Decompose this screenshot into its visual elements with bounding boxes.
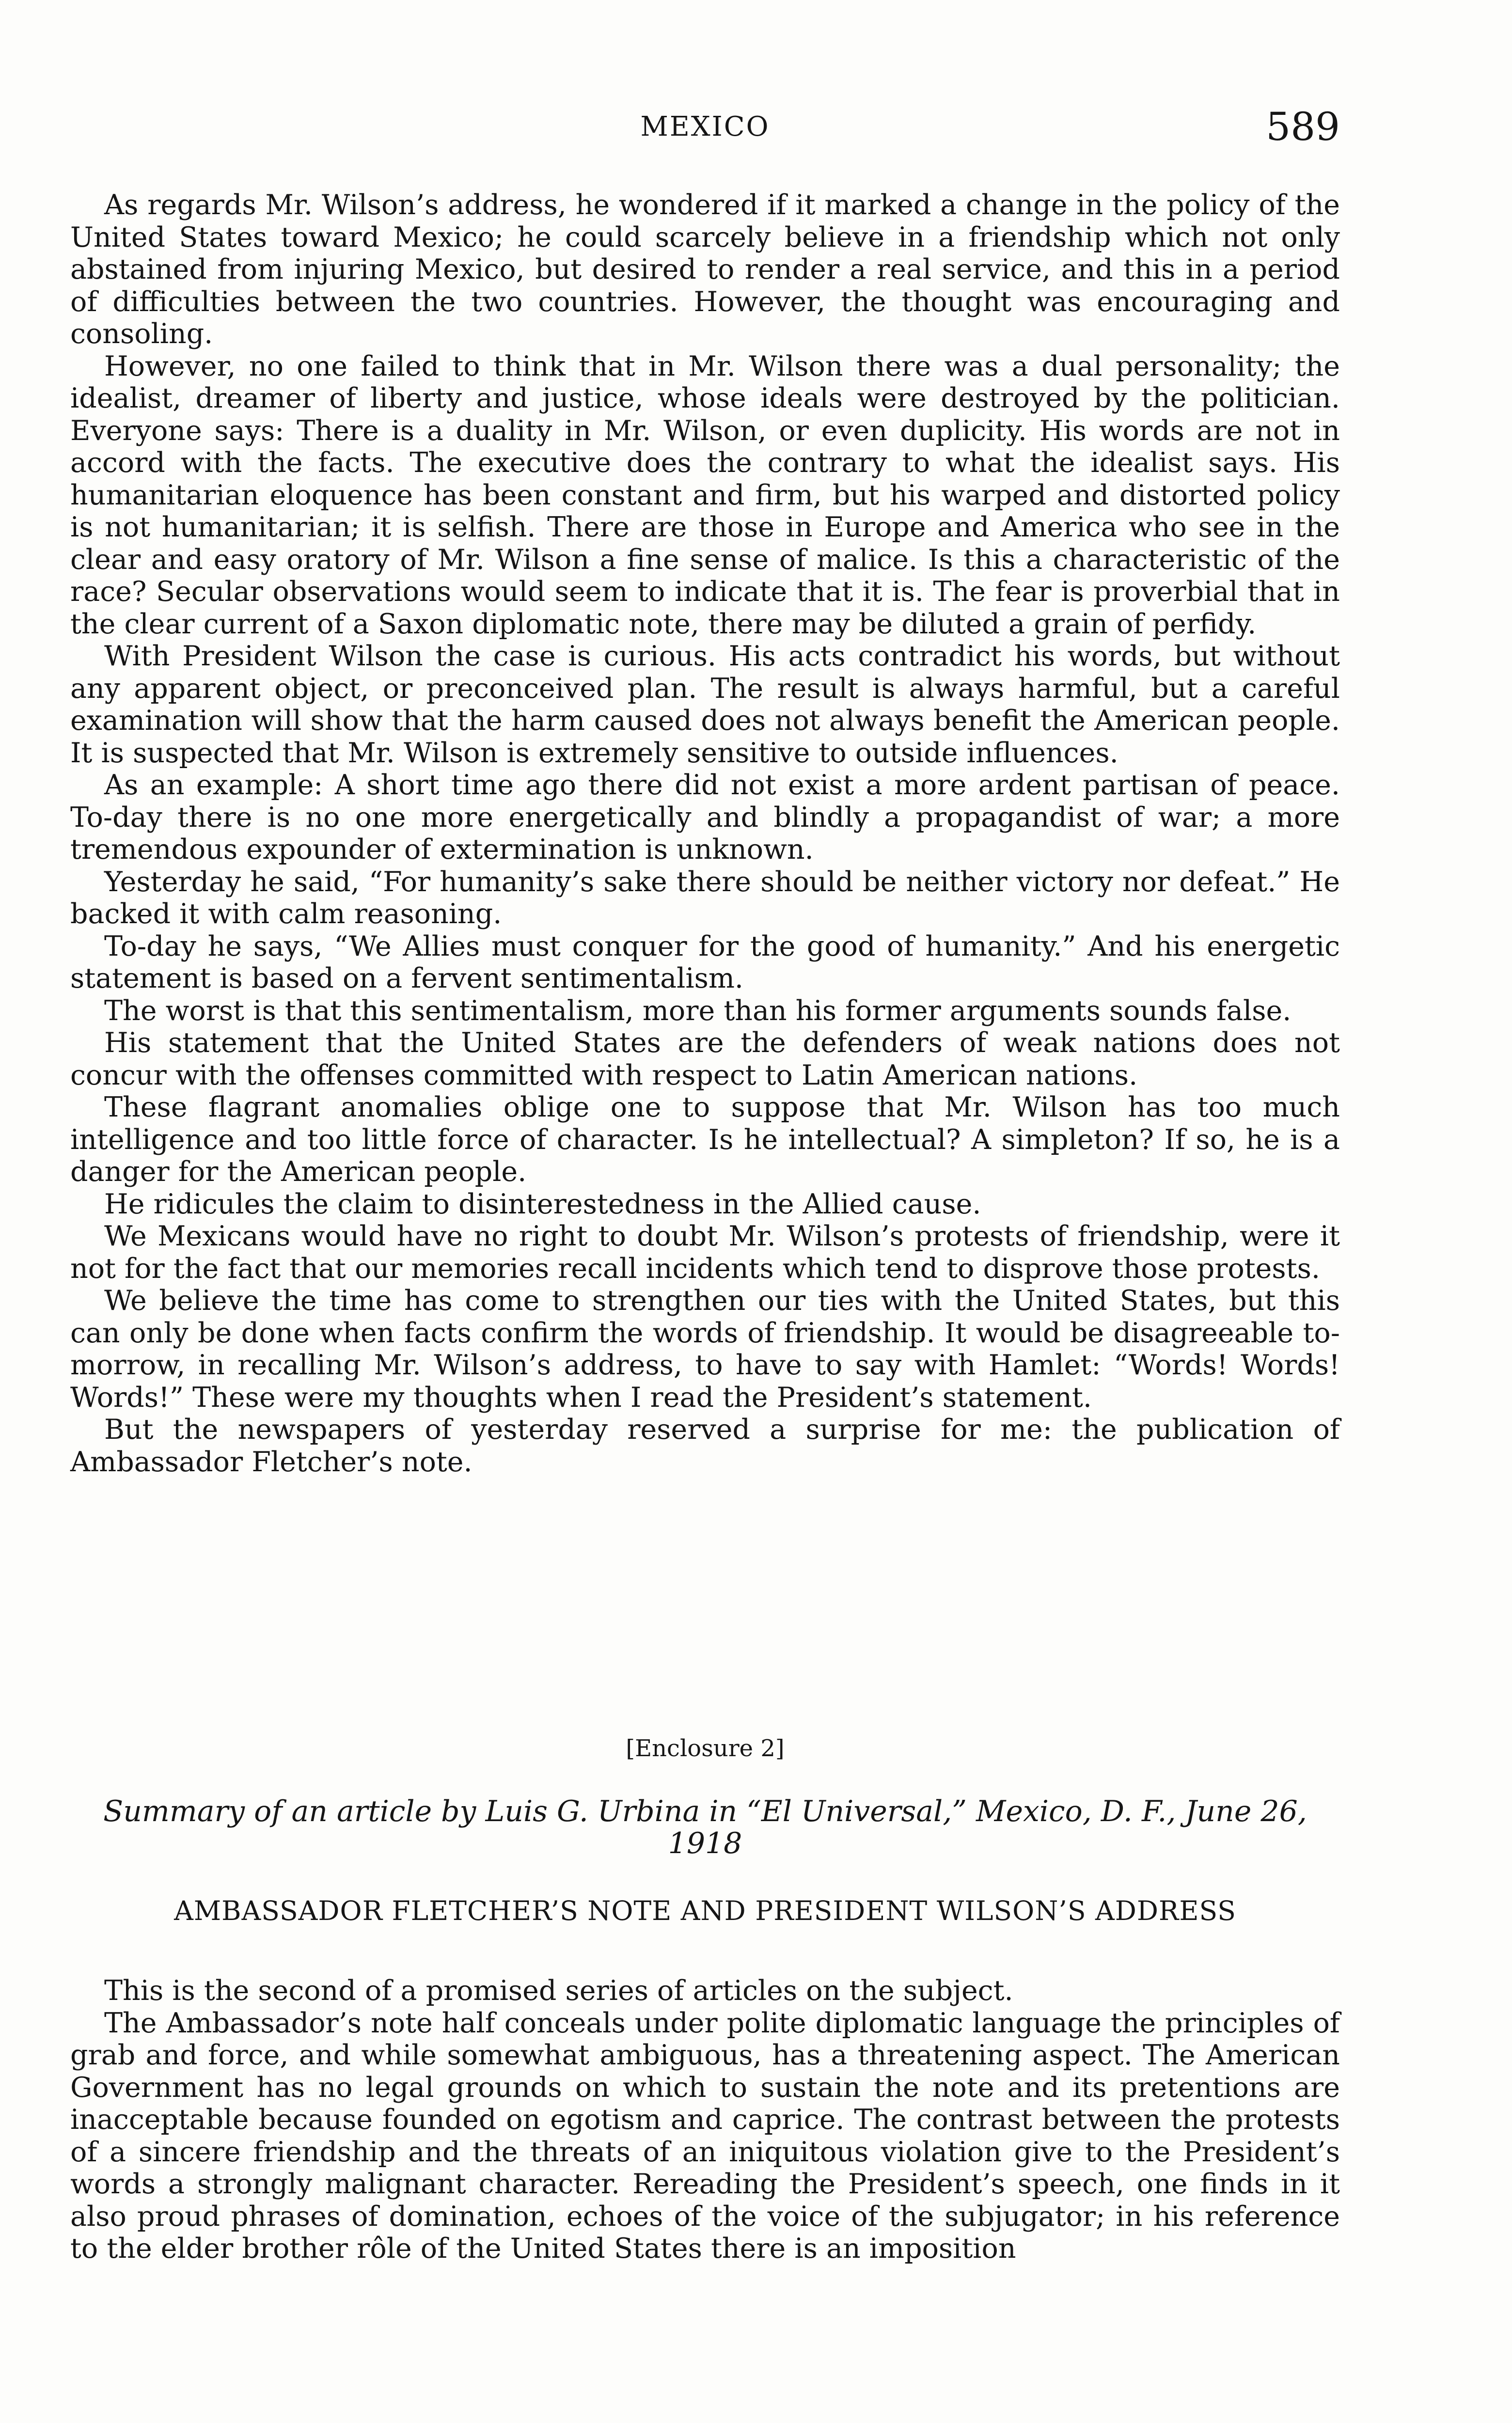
paragraph: However, no one failed to think that in Mr. Wilson there was a dual personality; the idealist, dreamer of liberty and justice, whose ideals were destroyed by the politician. Everyone says: There is a duality in Mr. Wilson, or even duplicity. His words are not in accord with the facts. The executive does the contrary to what the idealist says. His humanitarian eloquence has been constant and firm, but his warped and distorted policy is not humanitarian; it is selfish. There are those in Europe and America who see in the clear and easy oratory of Mr. Wilson a fine sense of malice. Is this a characteristic of the race? Secular observations would seem to indicate that it is. The fear is proverbial that in the clear current of a Saxon diplomatic note, there may be diluted a grain of perfidy. bbox=[70, 350, 1340, 640]
paragraph: With President Wilson the case is curious. His acts contradict his words, but without any apparent object, or preconceived plan. The result is always harmful, but a careful examination will show that the harm caused does not always benefit the American people. It is suspected that Mr. Wilson is extremely sensitive to outside influences. bbox=[70, 640, 1340, 769]
article-heading: AMBASSADOR FLETCHER’S NOTE AND PRESIDENT WILSON’S ADDRESS bbox=[174, 1895, 1236, 1926]
enclosure-2-body bbox=[70, 1975, 1340, 2265]
paragraph: But the newspapers of yesterday reserved a surprise for me: the publication of Ambassador Fletcher’s note. bbox=[70, 1414, 1340, 1478]
paragraph: The worst is that this sentimentalism, more than his former arguments sounds false. bbox=[104, 994, 1292, 1027]
article-subtitle: Summary of an article by Luis G. Urbina in “El Universal,” Mexico, D. F., June 26, 1918 bbox=[103, 1794, 1307, 1860]
paragraph: We believe the time has come to strengthen our ties with the United States, but this can only be done when facts confirm the words of friendship. It would be disagreeable to-morrow, in recalling Mr. Wilson’s address, to have to say with Hamlet: “Words! Words! Words!” These were my thoughts when I read the President’s statement. bbox=[70, 1285, 1340, 1414]
paragraph: The Ambassador’s note half conceals under polite diplomatic language the principles of grab and force, and while somewhat ambiguous, has a threatening aspect. The American Government has no legal grounds on which to sustain the note and its pretentions are inacceptable because founded on egotism and caprice. The contrast between the protests of a sincere friendship and the threats of an iniquitous violation give to the President’s words a strongly malignant character. Rereading the President’s speech, one finds in it also proud phrases of domination, echoes of the voice of the subjugator; in his reference to the elder brother rôle of the United States there is an imposition bbox=[70, 2007, 1340, 2265]
enclosure-1-body bbox=[70, 189, 1340, 1478]
paragraph: These flagrant anomalies oblige one to suppose that Mr. Wilson has too much intelligence and too little force of character. Is he intellectual? A simpleton? If so, he is a danger for the American people. bbox=[70, 1091, 1340, 1188]
running-head: MEXICO bbox=[640, 111, 770, 142]
paragraph: Yesterday he said, “For humanity’s sake there should be neither victory nor defeat.” He backed it with calm reasoning. bbox=[70, 865, 1340, 930]
paragraph: To-day he says, “We Allies must conquer for the good of humanity.” And his energetic statement is based on a fervent sentimentalism. bbox=[70, 930, 1340, 994]
paragraph: He ridicules the claim to disinterestedness in the Allied cause. bbox=[104, 1188, 981, 1220]
paragraph: This is the second of a promised series of articles on the subject. bbox=[104, 1975, 1013, 2007]
paragraph: As regards Mr. Wilson’s address, he wondered if it marked a change in the policy of the United States toward Mexico; he could scarcely believe in a friendship which not only abstained from injuring Mexico, but desired to render a real service, and this in a period of difficulties between the two countries. However, the thought was encouraging and consoling. bbox=[70, 189, 1340, 350]
page-header bbox=[70, 104, 1340, 148]
paragraph: We Mexicans would have no right to doubt Mr. Wilson’s protests of friendship, were it not for the fact that our memories recall incidents which tend to disprove those protests. bbox=[70, 1220, 1340, 1285]
page-number: 589 bbox=[1266, 104, 1340, 149]
enclosure-label: [Enclosure 2] bbox=[626, 1735, 785, 1762]
paragraph: As an example: A short time ago there did not exist a more ardent partisan of peace. To-day there is no one more energetically and blindly a propagandist of war; a more tremendous expounder of extermination is unknown. bbox=[70, 769, 1340, 865]
paragraph: His statement that the United States are the defenders of weak nations does not concur with the offenses committed with respect to Latin American nations. bbox=[70, 1027, 1340, 1091]
